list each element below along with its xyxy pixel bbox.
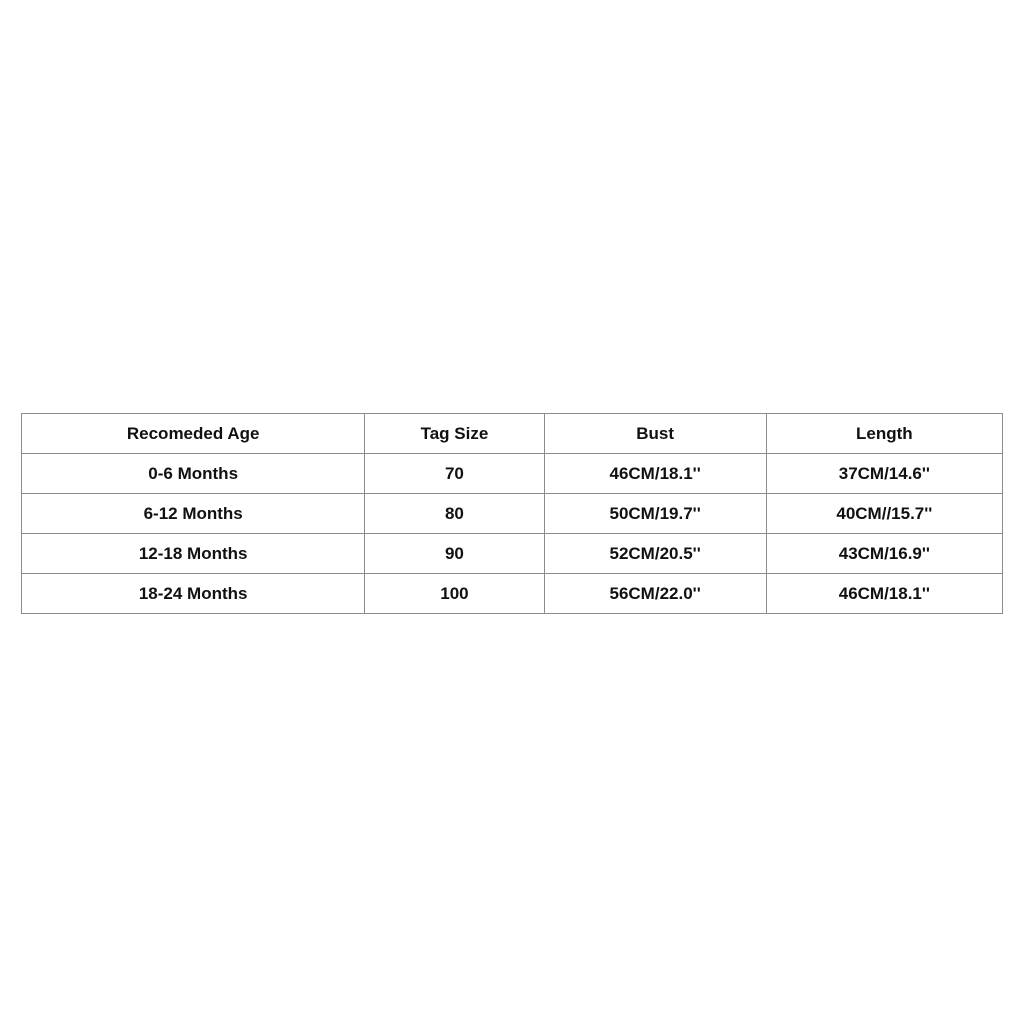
cell-bust: 52CM/20.5'' — [544, 534, 766, 574]
cell-age: 18-24 Months — [22, 574, 365, 614]
header-recommended-age: Recomeded Age — [22, 414, 365, 454]
cell-tag-size: 100 — [365, 574, 544, 614]
cell-length: 40CM//15.7'' — [766, 494, 1002, 534]
header-length: Length — [766, 414, 1002, 454]
header-bust: Bust — [544, 414, 766, 454]
table-row — [22, 494, 1003, 534]
cell-length: 46CM/18.1'' — [766, 574, 1002, 614]
table-row — [22, 454, 1003, 494]
cell-bust: 50CM/19.7'' — [544, 494, 766, 534]
cell-age: 0-6 Months — [22, 454, 365, 494]
cell-age: 6-12 Months — [22, 494, 365, 534]
table-header-row — [22, 414, 1003, 454]
cell-bust: 46CM/18.1'' — [544, 454, 766, 494]
size-chart-table — [21, 413, 1003, 614]
cell-tag-size: 90 — [365, 534, 544, 574]
cell-tag-size: 80 — [365, 494, 544, 534]
cell-age: 12-18 Months — [22, 534, 365, 574]
cell-tag-size: 70 — [365, 454, 544, 494]
cell-bust: 56CM/22.0'' — [544, 574, 766, 614]
cell-length: 43CM/16.9'' — [766, 534, 1002, 574]
table-row — [22, 534, 1003, 574]
table-row — [22, 574, 1003, 614]
header-tag-size: Tag Size — [365, 414, 544, 454]
cell-length: 37CM/14.6'' — [766, 454, 1002, 494]
